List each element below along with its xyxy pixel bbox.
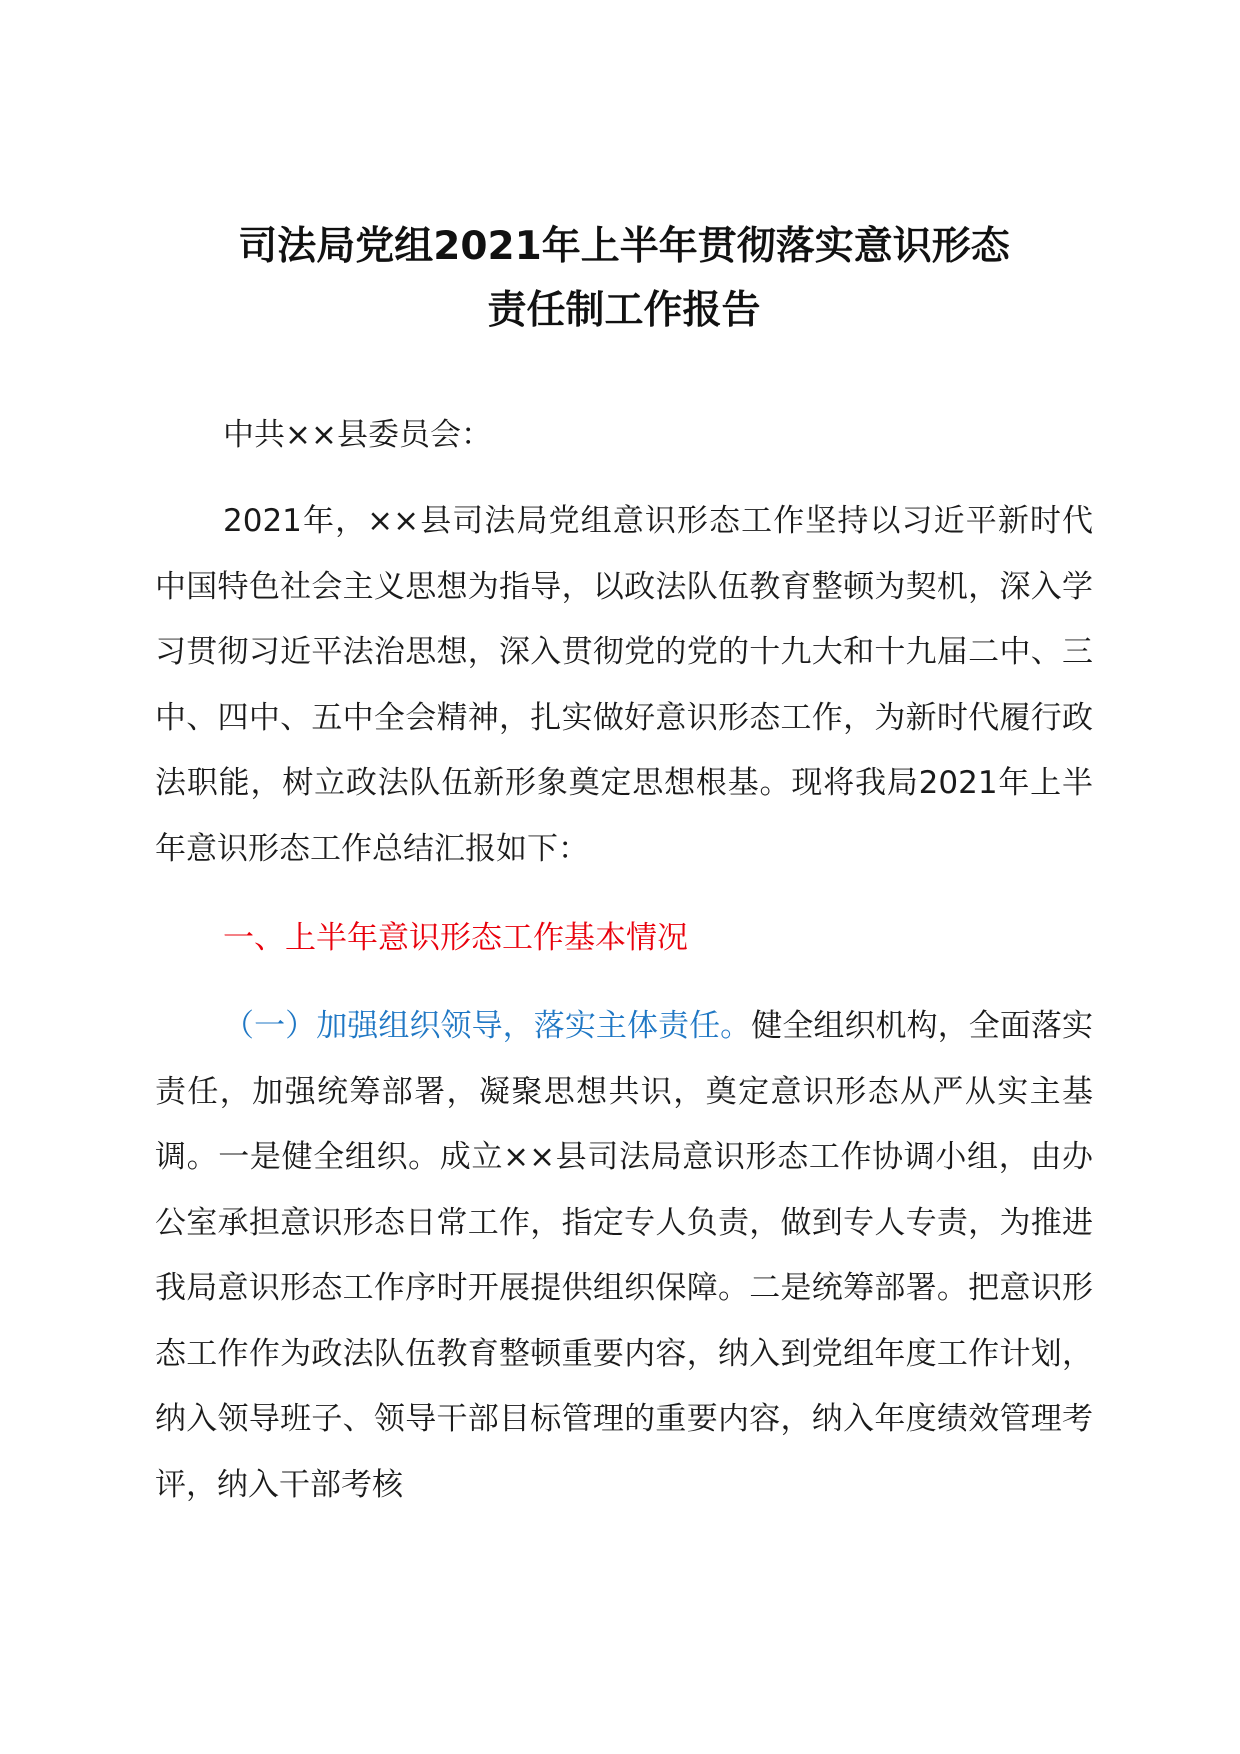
document-title-line-1: 司法局党组2021年上半年贯彻落实意识形态 — [238, 224, 1010, 269]
document-title-line-2: 责任制工作报告 — [487, 288, 761, 333]
document-page — [155, 215, 1093, 1518]
section-heading-1: 一、上半年意识形态工作基本情况 — [223, 920, 688, 956]
subsection-heading-1: （一）加强组织领导，落实主体责任。 — [223, 1008, 752, 1044]
subsection-paragraph-1 — [155, 994, 1093, 1518]
document-title — [155, 215, 1093, 343]
salutation: 中共××县委员会： — [223, 417, 492, 453]
subsection-body-1: 健全组织机构，全面落实责任，加强统筹部署，凝聚思想共识，奠定意识形态从严从实主基调。一是健全组织。成立××县司法局意识形态工作协调小组，由办公室承担意识形态日常工作，指定专人负责，做到专人专责，为推进我局意识形态工作序时开展提供组织保障。二是统筹部署。把意识形态工作作为政法队伍教育整顿重要内容，纳入到党组年度工作计划，纳入领导班子、领导干部目标管理的重要内容，纳入年度绩效管理考评，纳入干部考核 — [155, 1008, 1094, 1503]
intro-paragraph: 2021年，××县司法局党组意识形态工作坚持以习近平新时代中国特色社会主义思想为指导，以政法队伍教育整顿为契机，深入学习贯彻习近平法治思想，深入贯彻党的党的十九大和十九届二中、三中、四中、五中全会精神，扎实做好意识形态工作，为新时代履行政法职能，树立政法队伍新形象奠定思想根基。现将我局2021年上半年意识形态工作总结汇报如下： — [155, 503, 1093, 867]
